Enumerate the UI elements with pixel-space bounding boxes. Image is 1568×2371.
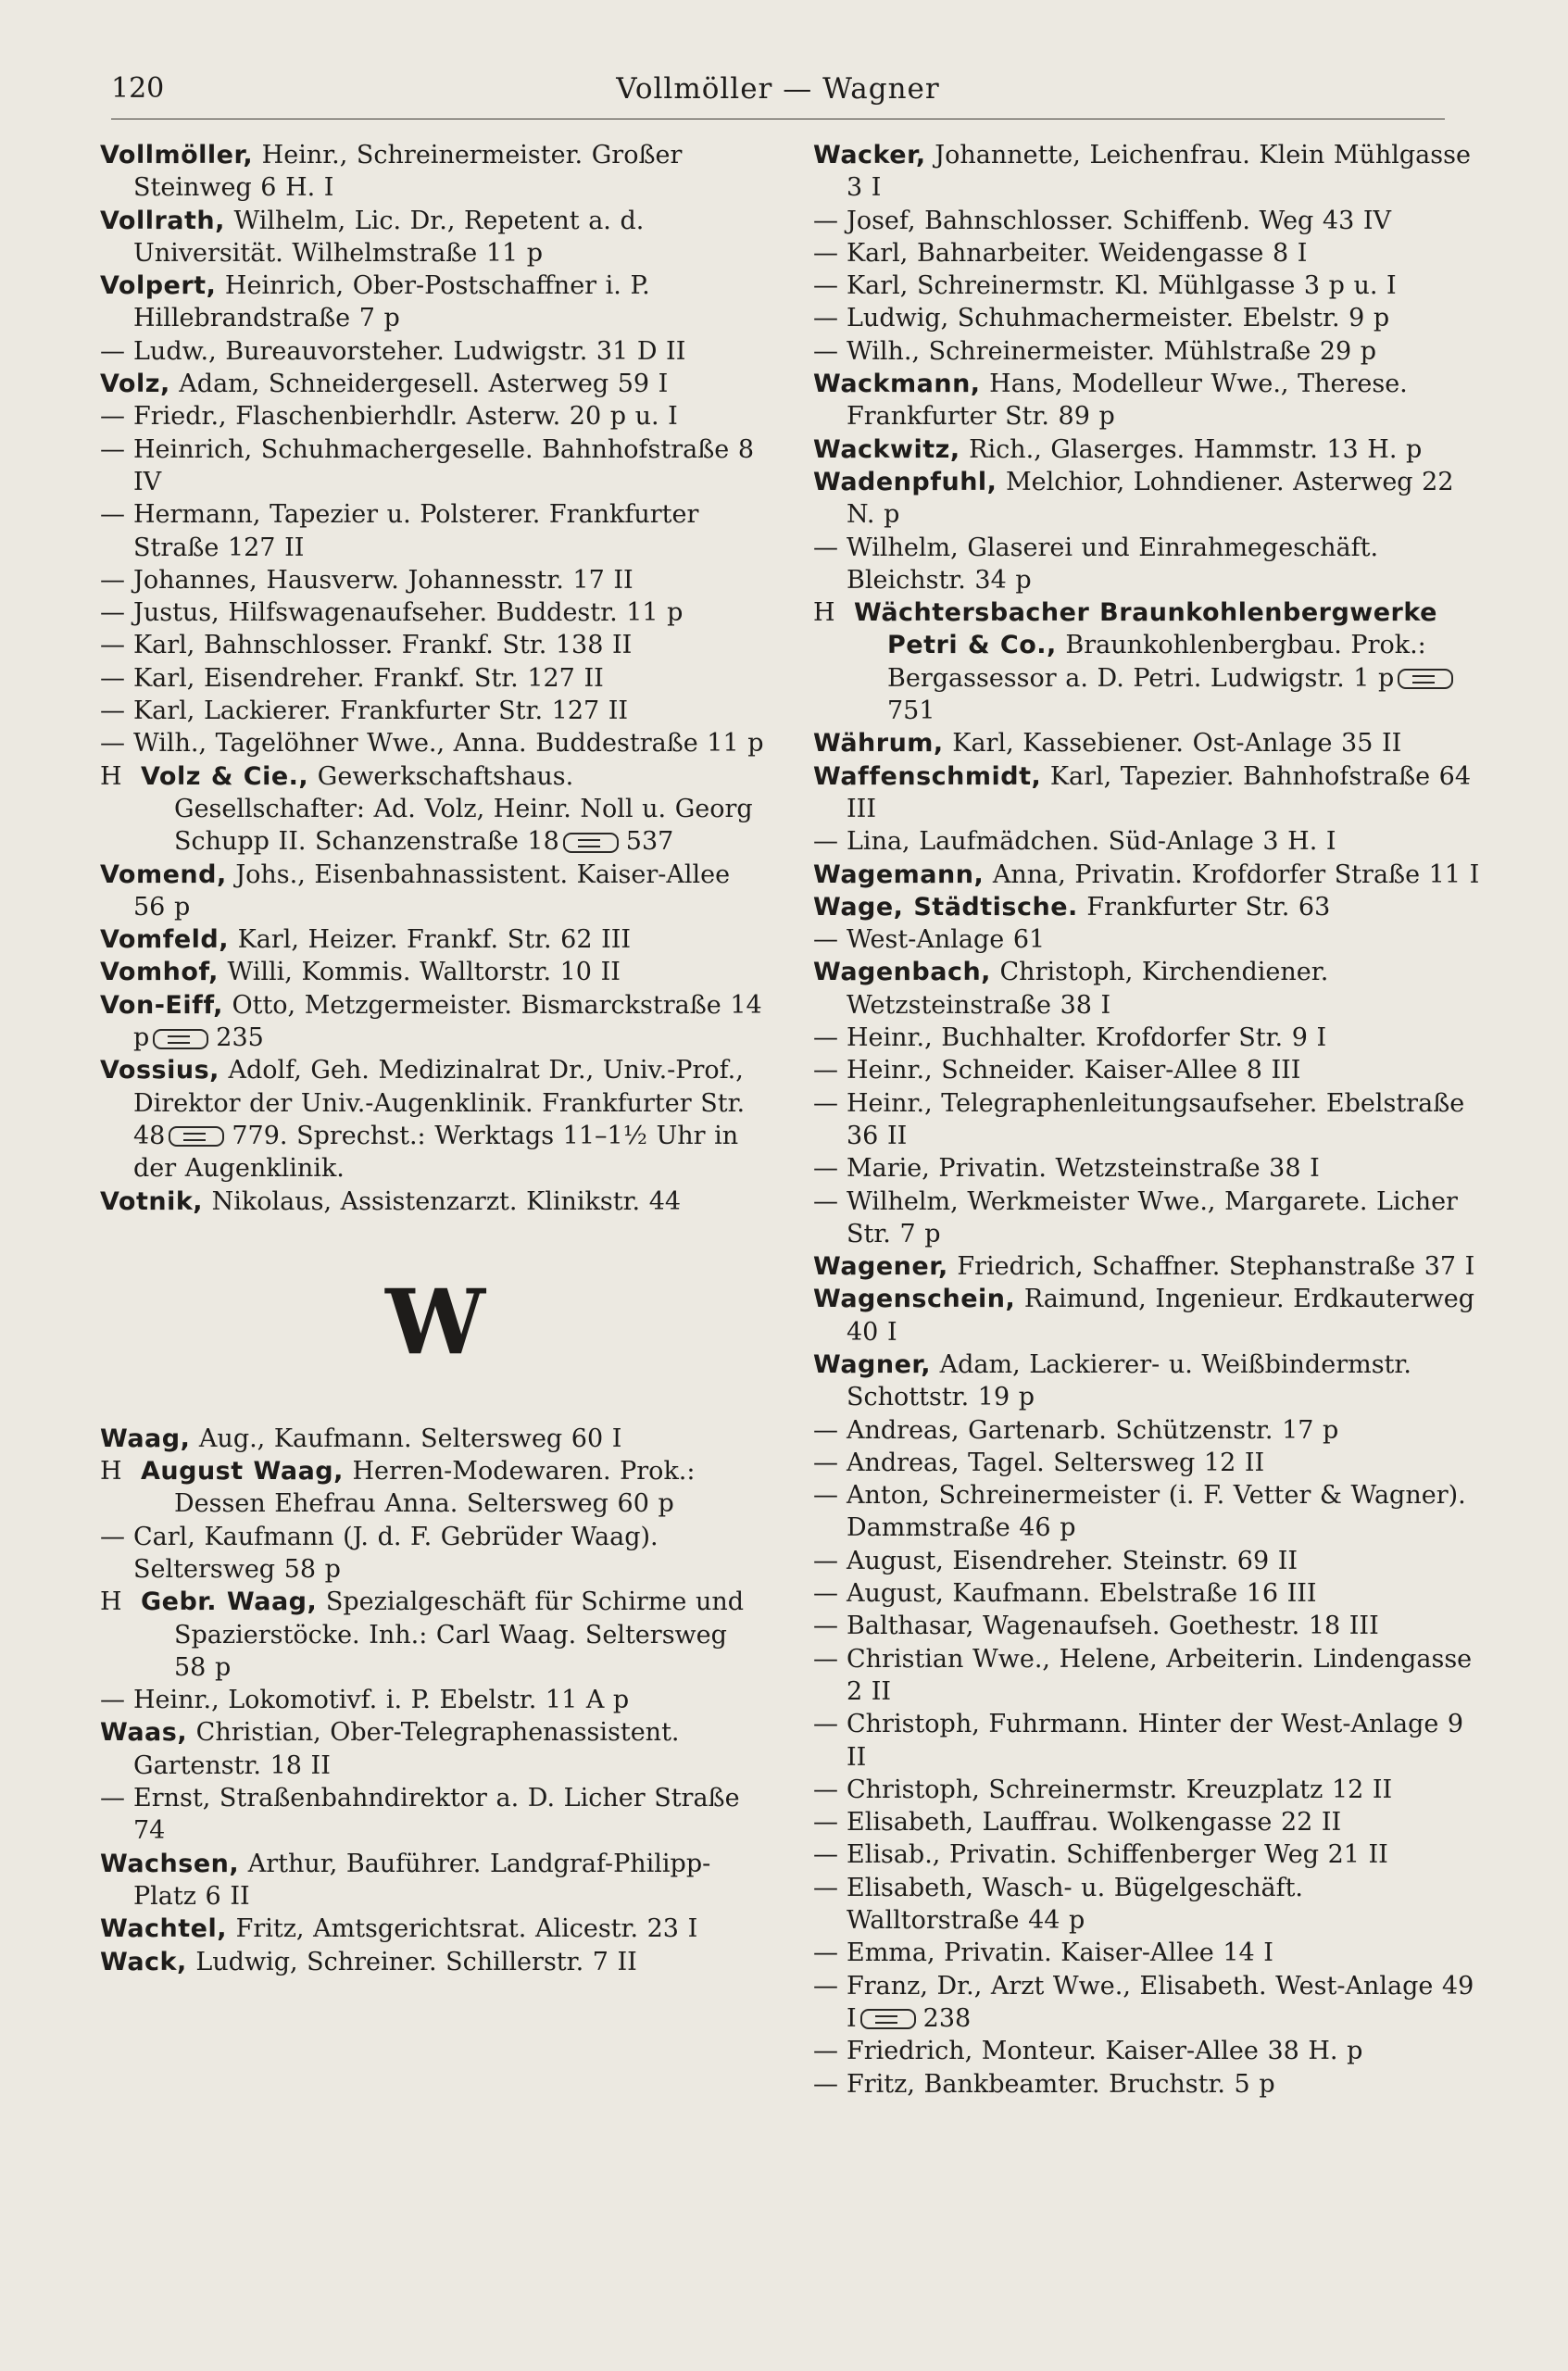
entry-name: Wackwitz, — [813, 434, 960, 464]
entry-text: Christoph, Kirchendiener. Wetzsteinstraße 38 I — [847, 958, 1329, 1020]
telephone-number: 238 — [922, 2003, 972, 2033]
entry-name: Wage, Städtische. — [813, 892, 1078, 922]
entry-text: Andreas, Gartenarb. Schützenstr. 17 p — [847, 1415, 1339, 1445]
entry-name: Volz & Cie., — [141, 761, 309, 791]
entry-text: Adolf, Geh. Medizinalrat Dr., Univ.-Prof., Direktor der Univ.-Augenklinik. Frankfurter Str. 48 — [133, 1056, 746, 1150]
entry-text: Karl, Lackierer. Frankfurter Str. 127 II — [133, 696, 629, 726]
entry-text: Balthasar, Wagenaufseh. Goethestr. 18 III — [847, 1612, 1379, 1641]
entry-name: Waffenschmidt, — [813, 761, 1042, 791]
entry-text-extra: Sprechst.: Werktags 11–1½ Uhr in der Augenklinik. — [133, 1121, 739, 1184]
directory-firm-entry — [100, 760, 767, 859]
page-number: 120 — [111, 72, 165, 105]
directory-entry — [100, 1186, 767, 1218]
entry-text: Anna, Privatin. Krofdorfer Straße 11 I — [984, 859, 1480, 889]
entry-name: Wacker, — [813, 141, 926, 169]
entry-text: Heinr., Telegraphenleitungsaufseher. Ebelstraße 36 II — [847, 1088, 1465, 1150]
entry-name: Vossius, — [100, 1056, 220, 1085]
entry-name: Wagemann, — [813, 859, 985, 889]
directory-entry — [813, 1250, 1480, 1283]
directory-entry — [100, 1946, 767, 1978]
entry-text: Hans, Modelleur Wwe., Therese. Frankfurter Str. 89 p — [847, 370, 1408, 432]
left-entries-bottom — [100, 1423, 767, 1978]
entry-name: August Waag, — [141, 1457, 344, 1487]
directory-subentry — [813, 1022, 1480, 1054]
directory-entry — [813, 466, 1480, 532]
directory-subentry — [813, 1970, 1480, 2036]
page-header — [111, 72, 1445, 119]
entry-text: Andreas, Tagel. Seltersweg 12 II — [847, 1448, 1265, 1477]
entry-text: Hermann, Tapezier u. Polsterer. Frankfurter Straße 127 II — [133, 500, 699, 562]
directory-firm-entry — [100, 1586, 767, 1684]
entry-text: Elisabeth, Lauffrau. Wolkengasse 22 II — [847, 1808, 1342, 1838]
directory-subentry — [813, 1774, 1480, 1806]
entry-text: Adam, Schneidergesell. Asterweg 59 I — [169, 370, 669, 399]
entry-text: Heinr., Buchhalter. Krofdorfer Str. 9 I — [847, 1023, 1327, 1053]
entry-text: Braunkohlenbergbau. Prok.: Bergassessor a. D. Petri. Ludwigstr. 1 p — [887, 631, 1426, 693]
directory-subentry — [813, 1610, 1480, 1642]
directory-entry — [100, 989, 767, 1055]
entry-text: Rich., Glaserges. Hammstr. 13 H. p — [960, 434, 1423, 464]
directory-subentry — [813, 302, 1480, 334]
entry-text: August, Eisendreher. Steinstr. 69 II — [847, 1546, 1298, 1575]
entry-text: Karl, Bahnschlosser. Frankf. Str. 138 II — [133, 631, 633, 660]
directory-subentry — [100, 1521, 767, 1587]
entry-text: Carl, Kaufmann (J. d. F. Gebrüder Waag). Seltersweg 58 p — [133, 1522, 659, 1584]
entry-text: Ludwig, Schreiner. Schillerstr. 7 II — [186, 1947, 637, 1976]
directory-entry — [813, 139, 1480, 205]
directory-subentry — [813, 1087, 1480, 1153]
trade-register-mark: H — [100, 761, 122, 791]
directory-entry — [100, 859, 767, 924]
directory-subentry — [813, 1447, 1480, 1479]
entry-name: Wagenbach, — [813, 958, 991, 987]
entry-text: Fritz, Amtsgerichtsrat. Alicestr. 23 I — [227, 1914, 698, 1944]
entry-text: Heinr., Lokomotivf. i. P. Ebelstr. 11 A p — [133, 1686, 630, 1715]
telephone-icon — [563, 833, 619, 853]
directory-firm-entry — [100, 1455, 767, 1521]
directory-subentry — [813, 923, 1480, 956]
entry-text: Johannes, Hausverw. Johannesstr. 17 II — [133, 565, 633, 595]
entry-name: Vomhof, — [100, 958, 219, 987]
entry-text: Friedrich, Schaffner. Stephanstraße 37 I — [947, 1252, 1475, 1282]
entry-name: Wadenpfuhl, — [813, 467, 997, 496]
directory-subentry — [100, 1782, 767, 1848]
directory-subentry — [813, 205, 1480, 237]
directory-subentry — [813, 237, 1480, 270]
entry-name: Wachtel, — [100, 1914, 227, 1944]
entry-text: Wilhelm, Werkmeister Wwe., Margarete. Licher Str. 7 p — [847, 1186, 1458, 1248]
entry-text: Heinrich, Ober-Postschaffner i. P. Hillebrandstraße 7 p — [133, 271, 650, 333]
trade-register-mark: H — [813, 598, 835, 628]
directory-subentry — [813, 1545, 1480, 1577]
trade-register-mark: H — [100, 1457, 122, 1487]
directory-entry — [813, 1283, 1480, 1349]
directory-entry — [813, 1349, 1480, 1414]
directory-subentry — [100, 1684, 767, 1716]
directory-entry — [813, 368, 1480, 433]
entry-name: Währum, — [813, 729, 944, 759]
entry-text: Wilhelm, Glaserei und Einrahmegeschäft. Bleichstr. 34 p — [847, 533, 1379, 595]
directory-subentry — [813, 1838, 1480, 1871]
directory-entry — [100, 956, 767, 988]
entry-name: Waag, — [100, 1424, 191, 1453]
entry-text: Adam, Lackierer- u. Weißbindermstr. Schottstr. 19 p — [847, 1349, 1411, 1412]
entry-text: Franz, Dr., Arzt Wwe., Elisabeth. West-Anlage 49 I — [847, 1971, 1474, 2033]
entry-text: Johs., Eisenbahnassistent. Kaiser-Allee 56 p — [133, 859, 731, 922]
telephone-number: 751 — [887, 696, 935, 726]
entry-text: Willi, Kommis. Walltorstr. 10 II — [218, 958, 621, 987]
entry-text: Christian, Ober-Telegraphenassistent. Gartenstr. 18 II — [133, 1718, 680, 1780]
directory-entry — [813, 859, 1480, 891]
trade-register-mark: H — [100, 1587, 122, 1617]
entry-name: Gebr. Waag, — [141, 1587, 318, 1617]
directory-entry — [813, 891, 1480, 923]
directory-firm-entry — [813, 596, 1480, 727]
entry-text: Johannette, Leichenfrau. Klein Mühlgasse 3 I — [847, 141, 1471, 203]
directory-subentry — [100, 433, 767, 499]
entry-text: Karl, Eisendreher. Frankf. Str. 127 II — [133, 663, 604, 693]
entry-text: Karl, Schreinermstr. Kl. Mühlgasse 3 p u. I — [847, 271, 1397, 301]
directory-subentry — [813, 270, 1480, 302]
directory-entry — [100, 1716, 767, 1782]
entry-text: Arthur, Bauführer. Landgraf-Philipp-Platz 6 II — [133, 1849, 711, 1911]
directory-subentry — [813, 1152, 1480, 1185]
entry-name: Volpert, — [100, 271, 217, 301]
right-column — [813, 139, 1480, 2101]
directory-subentry — [813, 2035, 1480, 2067]
directory-subentry — [813, 1577, 1480, 1610]
directory-subentry — [813, 532, 1480, 597]
directory-subentry — [813, 1479, 1480, 1545]
entry-text: Wilh., Tagelöhner Wwe., Anna. Buddestraße 11 p — [133, 729, 764, 759]
entry-text: Frankfurter Str. 63 — [1077, 892, 1331, 922]
entry-text: Lina, Laufmädchen. Süd-Anlage 3 H. I — [847, 827, 1336, 857]
entry-text: Karl, Tapezier. Bahnhofstraße 64 III — [847, 761, 1472, 823]
directory-subentry — [813, 1414, 1480, 1447]
directory-subentry — [100, 695, 767, 727]
entry-text: Gewerkschaftshaus. Gesellschafter: Ad. Volz, Heinr. Noll u. Georg Schupp II. Schanzenstraße 18 — [174, 761, 753, 857]
entry-text: Heinr., Schreinermeister. Großer Steinweg 6 H. I — [133, 141, 683, 203]
directory-subentry — [813, 1806, 1480, 1838]
entry-name: Von-Eiff, — [100, 990, 223, 1020]
directory-entry — [100, 1848, 767, 1913]
entry-text: Melchior, Lohndiener. Asterweg 22 N. p — [847, 467, 1454, 530]
directory-subentry — [813, 1186, 1480, 1251]
entry-text: Emma, Privatin. Kaiser-Allee 14 I — [847, 1938, 1273, 1968]
left-column — [100, 139, 767, 1978]
directory-subentry — [100, 400, 767, 433]
directory-entry — [100, 1423, 767, 1455]
telephone-icon — [169, 1126, 224, 1147]
directory-entry — [100, 923, 767, 956]
entry-text: Friedr., Flaschenbierhdlr. Asterw. 20 p u. I — [133, 402, 678, 432]
telephone-number: 537 — [625, 827, 674, 857]
directory-entry — [100, 205, 767, 270]
entry-name: Waas, — [100, 1718, 188, 1748]
telephone-number: 235 — [216, 1023, 264, 1053]
entry-text: Otto, Metzgermeister. Bismarckstraße 14 p — [133, 990, 762, 1053]
entry-text: Heinr., Schneider. Kaiser-Allee 8 III — [847, 1056, 1301, 1085]
entry-text: Elisab., Privatin. Schiffenberger Weg 21 II — [847, 1840, 1388, 1870]
entry-text: Heinrich, Schuhmachergeselle. Bahnhofstraße 8 IV — [133, 434, 754, 496]
directory-entry — [100, 1054, 767, 1185]
directory-subentry — [100, 596, 767, 629]
entry-text: Marie, Privatin. Wetzsteinstraße 38 I — [847, 1154, 1320, 1184]
entry-name: Wack, — [100, 1947, 187, 1976]
directory-subentry — [813, 1643, 1480, 1709]
running-head: Vollmöller — Wagner — [616, 72, 940, 106]
directory-subentry — [813, 825, 1480, 858]
directory-subentry — [100, 662, 767, 695]
entry-text: West-Anlage 61 — [847, 925, 1046, 955]
directory-entry — [100, 270, 767, 335]
entry-text: Aug., Kaufmann. Seltersweg 60 I — [190, 1424, 622, 1453]
entry-text: Wilh., Schreinermeister. Mühlstraße 29 p — [847, 336, 1377, 366]
entry-text: Raimund, Ingenieur. Erdkauterweg 40 I — [847, 1285, 1475, 1347]
entry-text: Karl, Heizer. Frankf. Str. 62 III — [229, 925, 632, 955]
entry-text: Herren-Modewaren. Prok.: Dessen Ehefrau Anna. Seltersweg 60 p — [174, 1457, 696, 1519]
entry-text: Wilhelm, Lic. Dr., Repetent a. d. Universität. Wilhelmstraße 11 p — [133, 206, 645, 268]
entry-name: Votnik, — [100, 1186, 204, 1216]
entry-text: Elisabeth, Wasch- u. Bügelgeschäft. Walltorstraße 44 p — [847, 1873, 1304, 1936]
entry-name: Wagner, — [813, 1349, 932, 1379]
entry-text: Anton, Schreinermeister (i. F. Vetter & Wagner). Dammstraße 46 p — [847, 1481, 1466, 1543]
right-entries — [813, 139, 1480, 2101]
directory-subentry — [100, 629, 767, 661]
directory-entry — [100, 139, 767, 205]
directory-subentry — [100, 564, 767, 596]
entry-text: Karl, Kassebiener. Ost-Anlage 35 II — [943, 729, 1402, 759]
entry-name: Vomfeld, — [100, 925, 229, 955]
entry-name: Vomend, — [100, 859, 227, 889]
directory-subentry — [813, 1872, 1480, 1938]
entry-text: August, Kaufmann. Ebelstraße 16 III — [847, 1579, 1317, 1609]
telephone-icon — [860, 2009, 916, 2029]
directory-subentry — [813, 1937, 1480, 1969]
directory-entry — [100, 1913, 767, 1945]
entry-name: Wagener, — [813, 1252, 948, 1282]
entry-text: Friedrich, Monteur. Kaiser-Allee 38 H. p — [847, 2037, 1363, 2066]
entry-text: Ludw., Bureauvorsteher. Ludwigstr. 31 D II — [133, 336, 686, 366]
entry-text: Nikolaus, Assistenzarzt. Klinikstr. 44 — [203, 1186, 682, 1216]
telephone-icon — [1398, 669, 1453, 689]
directory-entry — [813, 956, 1480, 1022]
entry-name: Vollrath, — [100, 206, 225, 235]
entry-text: Ernst, Straßenbahndirektor a. D. Licher Straße 74 — [133, 1784, 740, 1846]
entry-name: Wachsen, — [100, 1849, 240, 1878]
directory-subentry — [813, 1708, 1480, 1774]
directory-subentry — [100, 727, 767, 759]
directory-subentry — [100, 498, 767, 564]
directory-entry — [813, 727, 1480, 759]
entry-name: Wagenschein, — [813, 1285, 1016, 1314]
telephone-icon — [153, 1029, 208, 1049]
directory-entry — [813, 433, 1480, 466]
entry-name: Wächtersbacher Braunkohlenbergwerke Petri & Co., — [854, 598, 1437, 660]
entry-name: Vollmöller, — [100, 141, 254, 169]
directory-entry — [100, 368, 767, 400]
entry-text: Christoph, Schreinermstr. Kreuzplatz 12 II — [847, 1775, 1393, 1804]
entry-name: Wackmann, — [813, 370, 981, 399]
entry-text: Spezialgeschäft für Schirme und Spazierstöcke. Inh.: Carl Waag. Seltersweg 58 p — [174, 1587, 745, 1682]
entry-text: Karl, Bahnarbeiter. Weidengasse 8 I — [847, 238, 1308, 268]
directory-subentry — [100, 335, 767, 368]
directory-subentry — [813, 2068, 1480, 2101]
entry-text: Fritz, Bankbeamter. Bruchstr. 5 p — [847, 2069, 1275, 2099]
entry-text: Josef, Bahnschlosser. Schiffenb. Weg 43 IV — [847, 206, 1392, 235]
section-letter: W — [385, 1269, 482, 1374]
entry-text: Ludwig, Schuhmachermeister. Ebelstr. 9 p — [847, 304, 1390, 333]
entry-text: Christian Wwe., Helene, Arbeiterin. Lindengasse 2 II — [847, 1644, 1473, 1706]
directory-subentry — [813, 1054, 1480, 1086]
entry-text: Christoph, Fuhrmann. Hinter der West-Anlage 9 II — [847, 1710, 1464, 1772]
directory-entry — [813, 760, 1480, 826]
left-entries-top — [100, 139, 767, 1218]
directory-subentry — [813, 335, 1480, 368]
entry-name: Volz, — [100, 370, 170, 399]
telephone-number: 779. — [232, 1121, 288, 1150]
entry-text: Justus, Hilfswagenaufseher. Buddestr. 11 p — [133, 598, 684, 628]
